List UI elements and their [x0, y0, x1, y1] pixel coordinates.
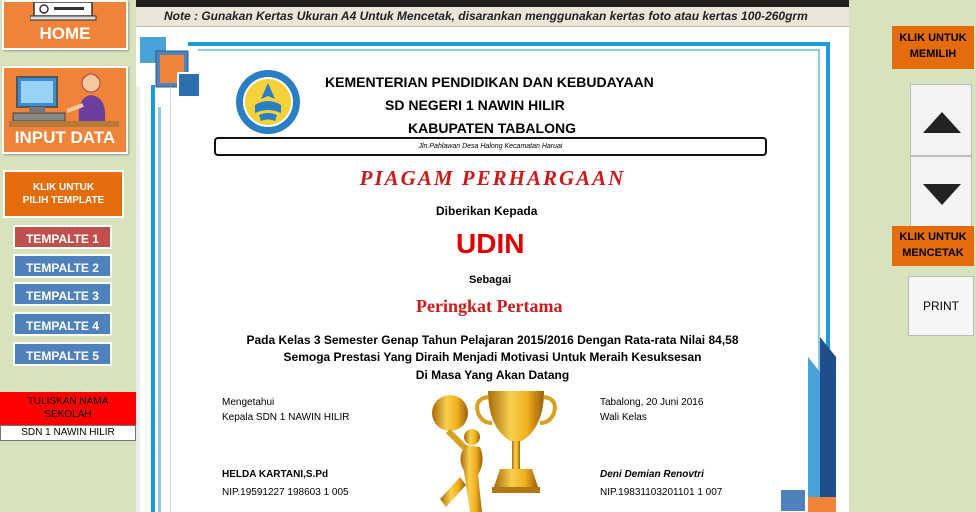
left-signature-nip: NIP.19591227 198603 1 005 [222, 487, 349, 498]
body-line-2: Semoga Prestasi Yang Diraih Menjadi Motivasi Untuk Meraih Kesuksesan [283, 350, 702, 364]
school-name-prompt-line1: TULISKAN NAMA [27, 396, 109, 407]
print-prompt-label [892, 226, 974, 266]
template-5-button[interactable]: TEMPALTE 5 [13, 342, 112, 366]
choose-label-line2: MEMILIH [909, 48, 957, 60]
address-box: Jln.Pahlawan Desa Halong Kecamatan Haruai [214, 137, 767, 156]
recipient-name: UDIN [456, 228, 525, 259]
school-name-prompt-line2: SEKOLAH [44, 409, 92, 420]
triangle-up-icon [911, 85, 973, 157]
template-1-button[interactable]: TEMPALTE 1 [13, 225, 112, 249]
input-data-label: INPUT DATA [14, 128, 116, 147]
header-school: SD NEGERI 1 NAWIN HILIR [385, 97, 565, 113]
right-panel [849, 0, 976, 512]
computer-icon [30, 2, 100, 22]
right-signature-label-2: Wali Kelas [600, 412, 647, 423]
left-signature-label-2: Kepala SDN 1 NAWIN HILIR [222, 412, 350, 423]
input-data-button[interactable] [2, 66, 128, 154]
left-signature-label-1: Mengetahui [222, 397, 275, 408]
home-button[interactable] [2, 0, 128, 50]
choose-label-line1: KLIK UNTUK [899, 32, 967, 44]
home-label: HOME [39, 24, 91, 43]
template-3-button[interactable]: TEMPALTE 3 [13, 282, 112, 306]
certificate-title: PIAGAM PERHARGAAN [359, 166, 626, 190]
right-signature-name: Deni Demian Renovtri [600, 469, 704, 480]
left-signature-name: HELDA KARTANI,S.Pd [222, 469, 329, 480]
template-4-button[interactable]: TEMPALTE 4 [13, 312, 112, 336]
print-button[interactable]: PRINT [908, 276, 974, 336]
print-note: Note : Gunakan Kertas Ukuran A4 Untuk Mencetak, disarankan menggunakan kertas foto atau kertas 100-260grm [164, 9, 808, 23]
top-bar [136, 0, 849, 7]
choose-template-label [892, 26, 974, 69]
scroll-up-button[interactable] [910, 84, 972, 156]
school-logo-icon [235, 69, 301, 135]
as-label: Sebagai [469, 274, 512, 286]
body-line-1: Pada Kelas 3 Semester Genap Tahun Pelajaran 2015/2016 Dengan Rata-rata Nilai 84,58 [246, 333, 739, 347]
certificate-preview [136, 0, 849, 512]
left-panel [0, 0, 136, 512]
print-prompt-line2: MENCETAK [902, 247, 964, 259]
right-signature-label-1: Tabalong, 20 Juni 2016 [600, 397, 704, 408]
triangle-down-icon [911, 157, 973, 229]
right-signature-nip: NIP.19831103201101 1 007 [600, 487, 723, 498]
header-ministry: KEMENTERIAN PENDIDIKAN DAN KEBUDAYAAN [325, 74, 654, 90]
trophy-icon [426, 387, 576, 512]
pick-template-label-line1: KLIK UNTUK [32, 182, 95, 193]
pick-template-label-line2: PILIH TEMPLATE [22, 195, 105, 206]
header-regency: KABUPATEN TABALONG [408, 120, 576, 136]
rank-label: Peringkat Pertama [416, 296, 563, 316]
given-to-label: Diberikan Kepada [436, 204, 538, 218]
school-name-input[interactable]: SDN 1 NAWIN HILIR [0, 425, 136, 441]
school-name-prompt [0, 392, 136, 425]
scroll-down-button[interactable] [910, 156, 972, 228]
template-2-button[interactable]: TEMPALTE 2 [13, 254, 112, 278]
print-prompt-line1: KLIK UNTUK [899, 231, 967, 243]
user-at-computer-icon [9, 71, 121, 129]
pick-template-button[interactable] [3, 170, 124, 218]
body-line-3: Di Masa Yang Akan Datang [415, 368, 570, 382]
